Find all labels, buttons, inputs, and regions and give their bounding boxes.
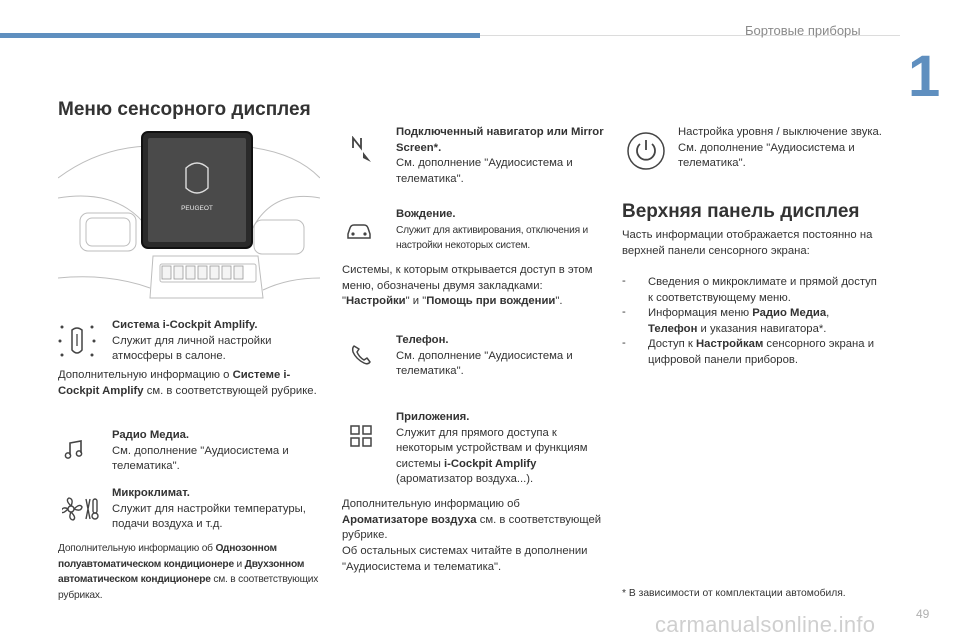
top-panel-intro: Часть информации отображается постоянно на верхней панели сенсорного экрана: <box>622 229 873 257</box>
apps-body-bold: i-Cockpit Amplify <box>443 457 537 470</box>
aroma-reference <box>342 497 604 544</box>
apps-body-pre: Служит для прямого доступа к некоторым устройствам и функциям системы <box>396 426 588 470</box>
b3-pre: Доступ к <box>648 338 696 350</box>
climate-heading: Микроклимат. <box>112 487 190 499</box>
radio-text <box>112 428 322 475</box>
peugeot-badge-text: PEUGEOT <box>181 205 213 212</box>
bullet-mark: - <box>622 275 626 287</box>
driving-body: Служит для активирования, отключения и настройки некоторых систем. <box>396 224 589 252</box>
chapter-number: 1 <box>908 44 941 109</box>
page-number: 49 <box>916 607 930 621</box>
bullet-climate: Сведения о микроклимате и прямой доступ к соответствующему меню. <box>648 276 877 304</box>
tabs-description <box>342 263 604 310</box>
tabs-mid: " и " <box>405 295 427 308</box>
phone-text <box>396 333 606 380</box>
top-panel-title: Верхняя панель дисплея <box>622 201 860 222</box>
b2-post: и указания навигатора*. <box>697 322 827 335</box>
tabs-bold1: Настройки <box>346 295 406 308</box>
climate-text <box>112 486 324 533</box>
navigator-text <box>396 125 606 187</box>
cockpit-heading: Система i-Cockpit Amplify. <box>112 319 258 331</box>
apps-grid-icon <box>349 424 373 448</box>
apps-text <box>396 410 608 488</box>
header-accent-bar <box>0 33 480 38</box>
climate-reference <box>58 541 326 603</box>
cockpit-ref-pre: Дополнительную информацию о <box>58 369 233 381</box>
watermark: carmanualsonline.info <box>655 612 876 637</box>
climate-ref-mid: и <box>233 558 245 570</box>
navigation-north-icon <box>350 136 374 166</box>
climate-ref-post: см. в соответствующих рубриках. <box>58 574 319 601</box>
phone-icon <box>350 344 372 366</box>
footnote: * В зависимости от комплектации автомобиля. <box>622 588 846 599</box>
cockpit-ref-post: см. в соответствующей рубрике. <box>143 384 317 397</box>
navigator-heading: Подключенный навигатор или Mirror Screen*. <box>396 126 604 154</box>
bullet-media <box>648 306 880 337</box>
tabs-post: ". <box>555 295 563 308</box>
b2-mid: , <box>826 307 830 319</box>
cockpit-ref-bold: Системе i-Cockpit Amplify <box>58 369 291 397</box>
music-note-icon <box>64 440 84 460</box>
tabs-bold2: Помощь при вождении <box>426 295 556 308</box>
b2-pre: Информация меню <box>648 307 753 319</box>
dashboard-illustration <box>58 128 320 310</box>
section-title: Бортовые приборы <box>745 23 861 38</box>
bullet-settings <box>648 337 880 368</box>
cockpit-body: Служит для личной настройки атмосферы в салоне. <box>112 334 272 363</box>
cockpit-amplify-icon <box>58 324 96 358</box>
bullet-mark: - <box>622 337 626 349</box>
climate-ref-bold1: Однозонном полуавтоматическом кондиционере <box>58 543 277 570</box>
other-systems-reference: Об остальных системах читайте в дополнении "Аудиосистема и телематика". <box>342 545 588 573</box>
aroma-ref-post: см. в соответствующей рубрике. <box>342 513 602 542</box>
navigator-body: См. дополнение "Аудиосистема и телематика". <box>396 157 573 185</box>
climate-ref-pre: Дополнительную информацию об <box>58 543 216 554</box>
climate-icon <box>62 496 100 522</box>
bullet-mark: - <box>622 306 626 318</box>
apps-body-post: (ароматизатор воздуха...). <box>396 473 534 486</box>
b3-post: сенсорного экрана и цифровой панели приборов. <box>648 338 875 366</box>
driving-heading: Вождение. <box>396 208 456 220</box>
climate-ref-bold2: Двухзонном автоматическом кондиционере <box>58 558 305 586</box>
b2-bold2: Телефон <box>648 322 698 335</box>
aroma-ref-pre: Дополнительную информацию об <box>342 498 520 510</box>
phone-body: См. дополнение "Аудиосистема и телематика". <box>396 349 573 378</box>
apps-heading: Приложения. <box>396 411 470 423</box>
driving-text <box>396 207 606 254</box>
climate-body: Служит для настройки температуры, подачи воздуха и т.д. <box>112 502 306 531</box>
b3-bold: Настройкам <box>696 338 764 350</box>
cockpit-reference <box>58 368 320 399</box>
cockpit-text <box>112 318 322 365</box>
b2-bold1: Радио Медиа <box>752 307 827 319</box>
radio-body: См. дополнение "Аудиосистема и телематика". <box>112 444 289 473</box>
car-icon <box>346 222 372 240</box>
phone-heading: Телефон. <box>396 334 449 346</box>
aroma-ref-bold: Ароматизаторе воздуха <box>342 513 477 526</box>
tabs-pre: Системы, к которым открывается доступ в этом меню, обозначены двумя закладками: " <box>342 264 593 308</box>
radio-heading: Радио Медиа. <box>112 429 190 441</box>
power-text: Настройка уровня / выключение звука. См. дополнение "Аудиосистема и телематика". <box>678 126 882 170</box>
power-icon <box>626 131 666 171</box>
page-title: Меню сенсорного дисплея <box>58 99 311 120</box>
